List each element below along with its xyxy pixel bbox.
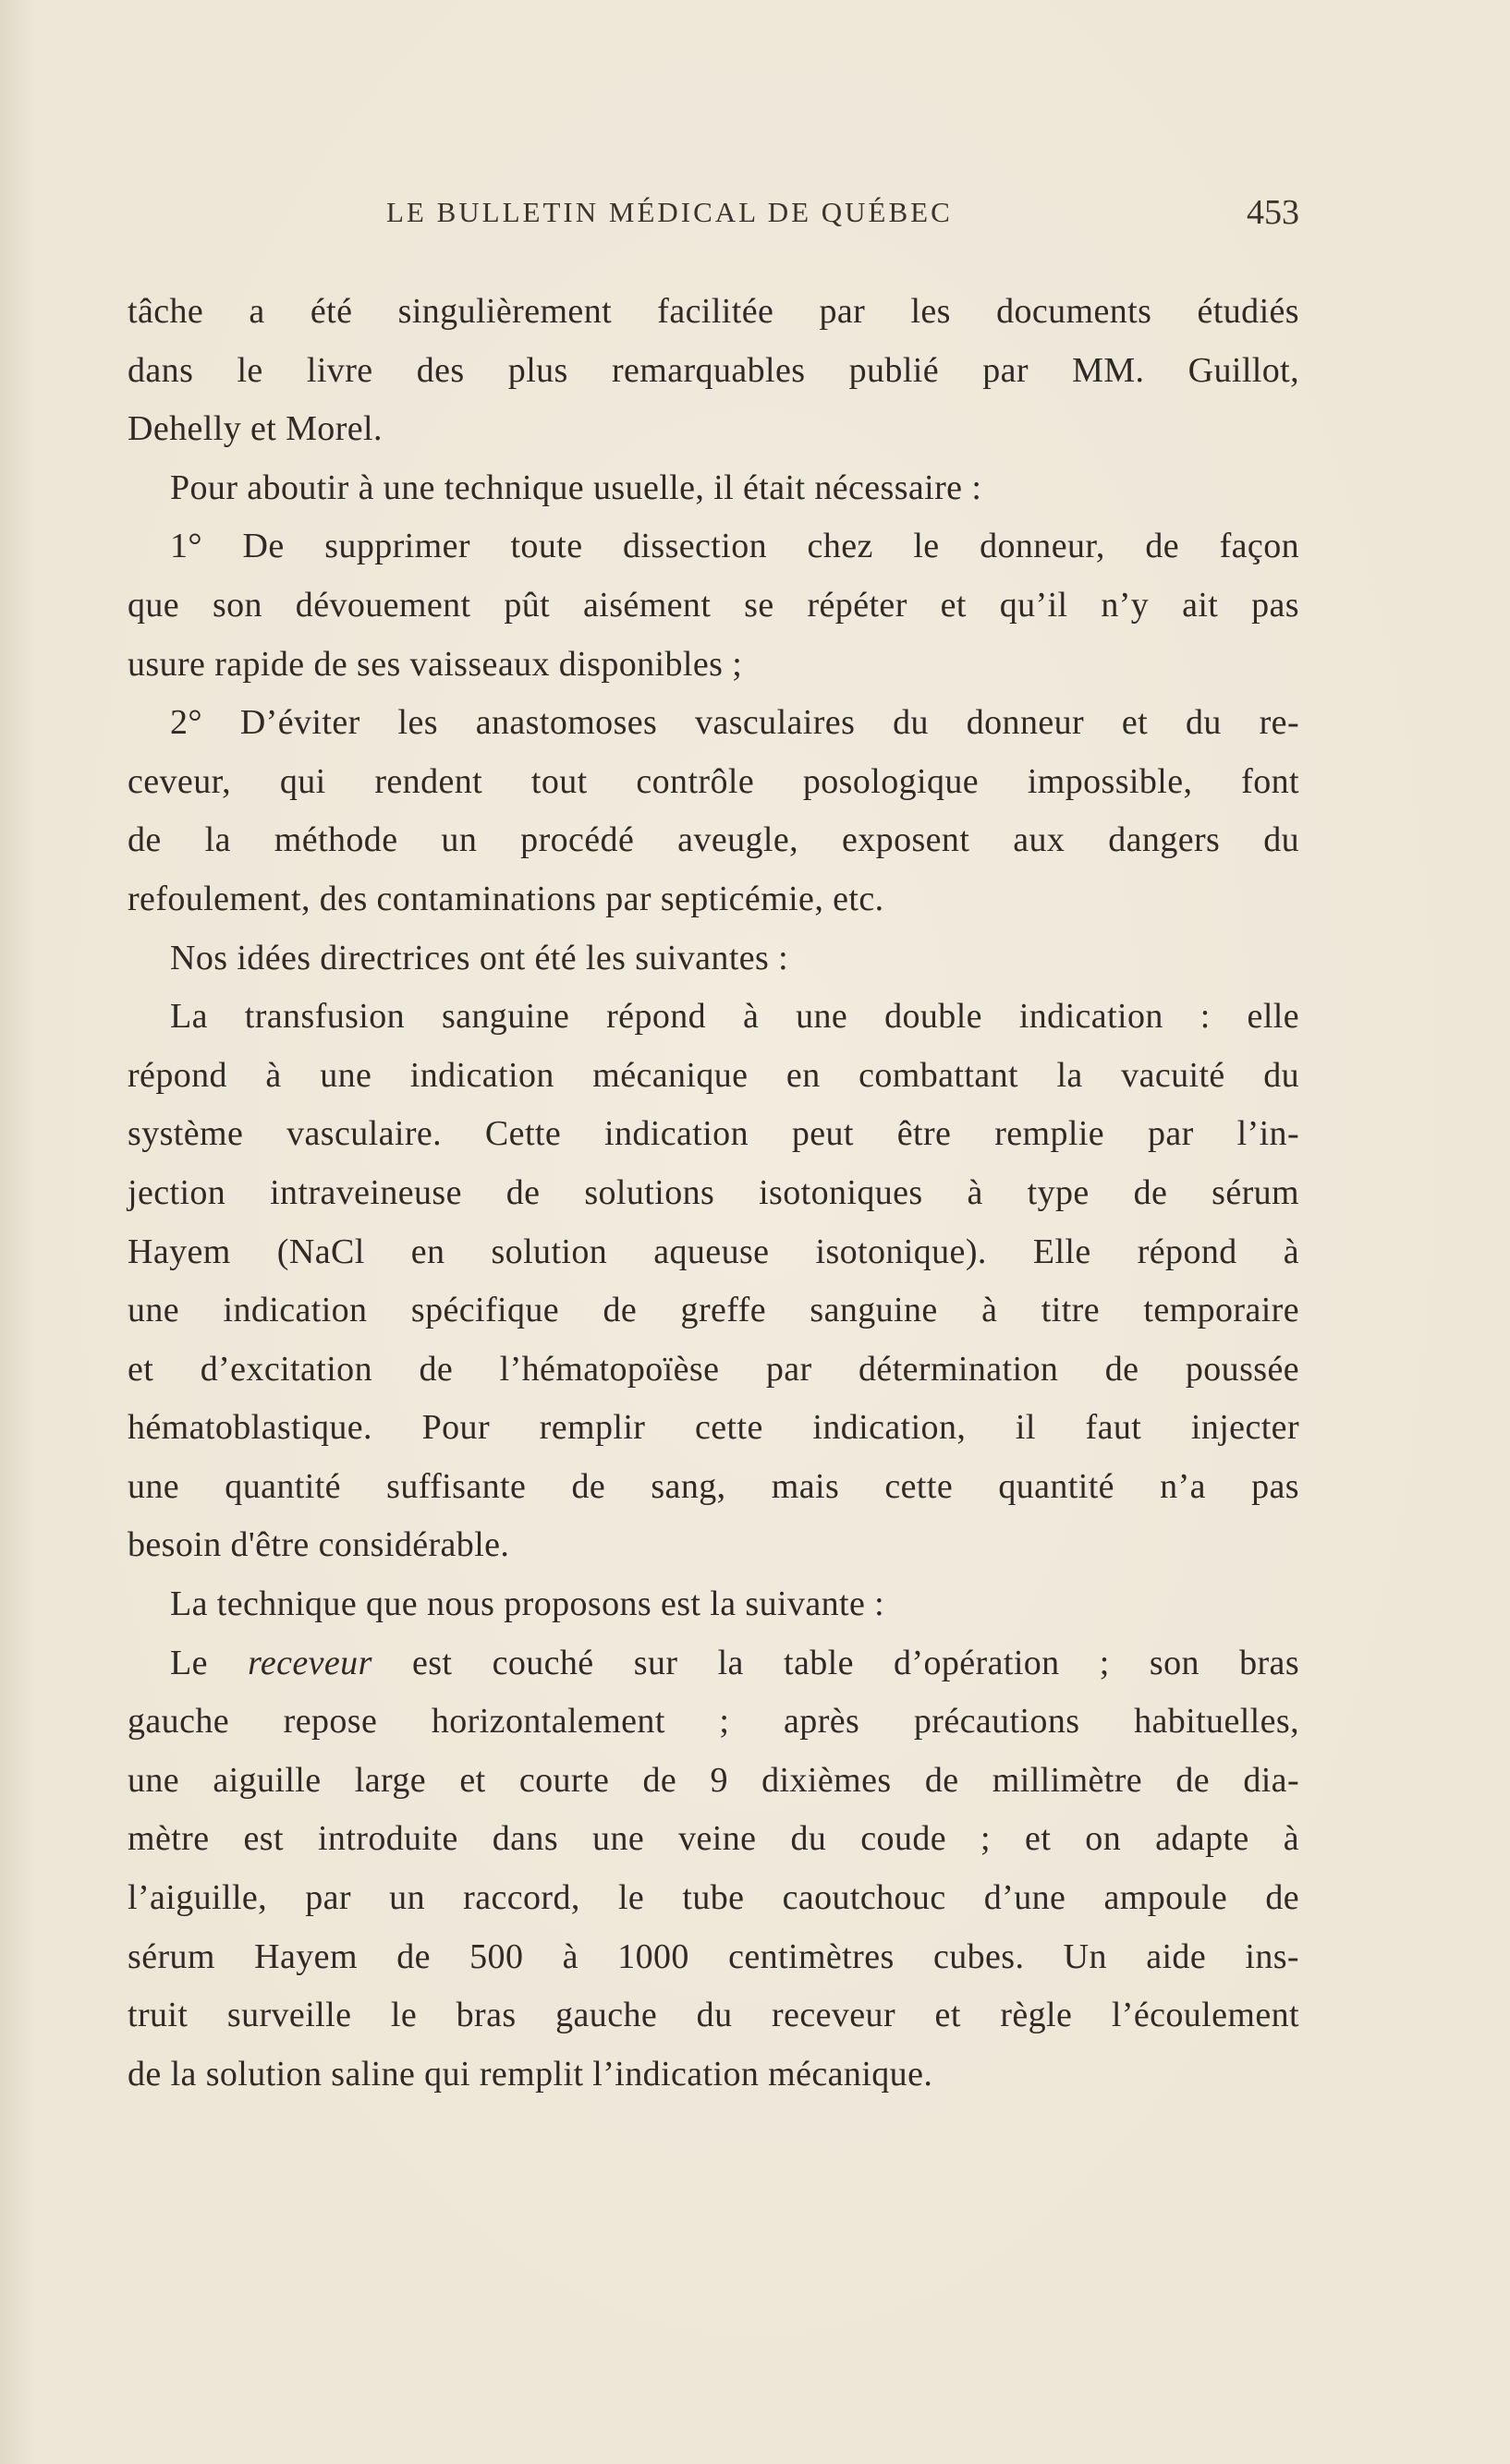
text-line: une indication spécifique de greffe sanguine à titre temporaire xyxy=(128,1291,1299,1330)
text-line: gauche repose horizontalement ; après précautions habituelles, xyxy=(128,1702,1299,1742)
text-line: jection intraveineuse de solutions isotoniques à type de sérum xyxy=(128,1172,1299,1212)
text-line: et d’excitation de l’hématopoïèse par détermination de poussée xyxy=(128,1349,1299,1389)
text-line: de la solution saline qui remplit l’indication mécanique. xyxy=(128,2054,933,2094)
text-line: usure rapide de ses vaisseaux disponibles ; xyxy=(128,644,743,684)
text-line: Pour aboutir à une technique usuelle, il était nécessaire : xyxy=(170,467,982,507)
text-line: de la méthode un procédé aveugle, exposent aux dangers du xyxy=(128,820,1299,860)
text-line: La technique que nous proposons est la suivante : xyxy=(170,1584,885,1624)
text-line: une quantité suffisante de sang, mais cette quantité n’a pas xyxy=(128,1466,1299,1506)
body-text xyxy=(128,283,1299,2104)
text-line: La transfusion sanguine répond à une double indication : elle xyxy=(170,997,1299,1037)
text-line: répond à une indication mécanique en combattant la vacuité du xyxy=(128,1055,1299,1095)
text-line: besoin d'être considérable. xyxy=(128,1525,510,1565)
text-line: que son dévouement pût aisément se répéter et qu’il n’y ait pas xyxy=(128,585,1299,625)
text-line: Hayem (NaCl en solution aqueuse isotonique). Elle répond à xyxy=(128,1232,1299,1271)
text-line: ceveur, qui rendent tout contrôle posologique impossible, font xyxy=(128,761,1299,801)
italic-term: receveur xyxy=(248,1643,372,1682)
text-line: 2° D’éviter les anastomoses vasculaires du donneur et du re- xyxy=(170,703,1299,743)
text-line: Dehelly et Morel. xyxy=(128,409,383,449)
text-line: sérum Hayem de 500 à 1000 centimètres cubes. Un aide ins- xyxy=(128,1936,1299,1976)
running-title: LE BULLETIN MÉDICAL DE QUÉBEC xyxy=(386,196,953,228)
text-line: une aiguille large et courte de 9 dixièmes de millimètre de dia- xyxy=(128,1760,1299,1800)
text-line: système vasculaire. Cette indication peut être remplie par l’in- xyxy=(128,1114,1299,1154)
page-number: 453 xyxy=(1247,193,1299,232)
text-segment: est couché sur la table d’opération ; son bras xyxy=(371,1643,1300,1682)
running-head xyxy=(128,192,1299,238)
text-line: 1° De supprimer toute dissection chez le donneur, de façon xyxy=(170,527,1299,566)
text-line: mètre est introduite dans une veine du coude ; et on adapte à xyxy=(128,1819,1299,1859)
text-line: Nos idées directrices ont été les suivantes : xyxy=(170,938,789,977)
text-line: hématoblastique. Pour remplir cette indication, il faut injecter xyxy=(128,1408,1299,1448)
text-segment: Le xyxy=(170,1643,249,1682)
text-line-with-italic xyxy=(128,1634,1299,1693)
text-line: refoulement, des contaminations par septicémie, etc. xyxy=(128,879,884,918)
text-line: l’aiguille, par un raccord, le tube caoutchouc d’une ampoule de xyxy=(128,1878,1299,1918)
text-line: tâche a été singulièrement facilitée par les documents étudiés xyxy=(128,292,1299,331)
text-line: dans le livre des plus remarquables publié par MM. Guillot, xyxy=(128,350,1299,390)
text-line: truit surveille le bras gauche du receveur et règle l’écoulement xyxy=(128,1996,1299,2035)
